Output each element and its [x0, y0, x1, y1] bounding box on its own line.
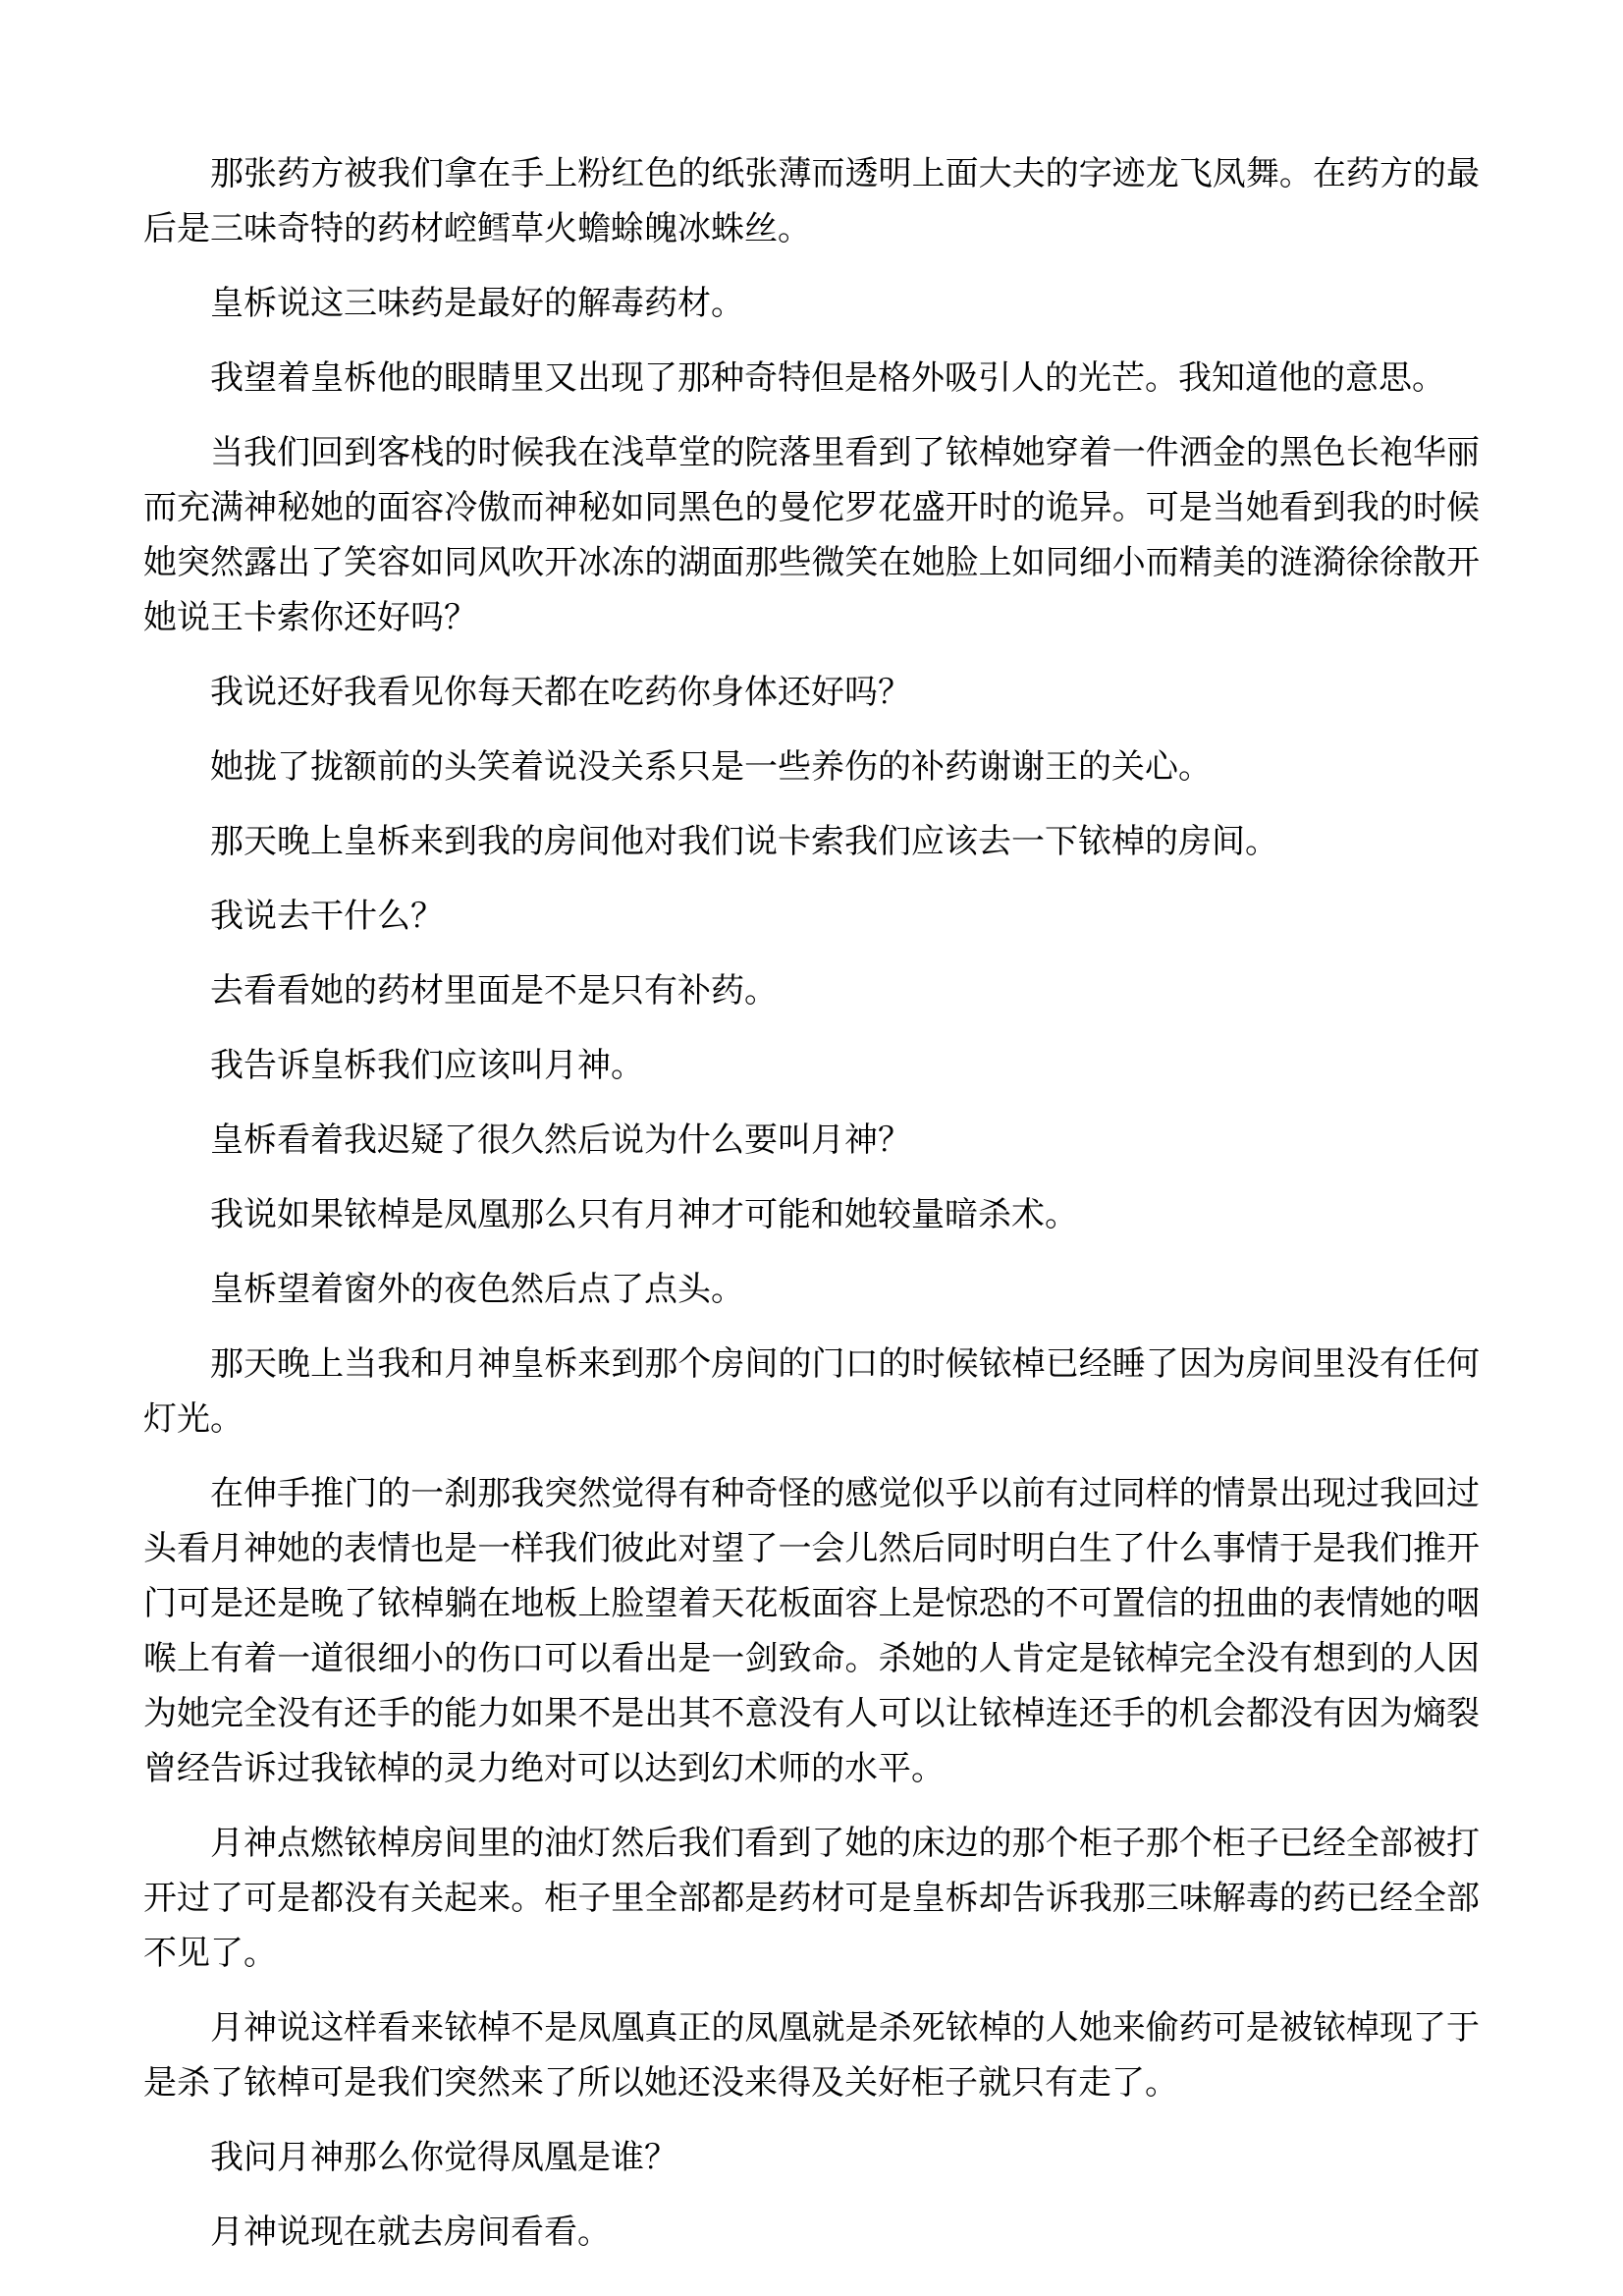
paragraph: 那天晚上皇柝来到我的房间他对我们说卡索我们应该去一下铱棹的房间。 — [210, 824, 1278, 860]
paragraph: 月神说现在就去房间看看。 — [210, 2214, 611, 2251]
paragraph: 那天晚上当我和月神皇柝来到那个房间的门口的时候铱棹已经睡了因为房间里没有任何灯光。 — [143, 1346, 1480, 1438]
paragraph: 在伸手推门的一刹那我突然觉得有种奇怪的感觉似乎以前有过同样的情景出现过我回过头看月神她的表情也是一样我们彼此对望了一会儿然后同时明白生了什么事情于是我们推开门可是还是晚了铱棹躺在地板上脸望着天花板面容上是惊恐的不可置信的扭曲的表情她的咽喉上有着一道很细小的伤口可以看出是一剑致命。杀她的人肯定是铱棹完全没有想到的人因为她完全没有还手的能力如果不是出其不意没有人可以让铱棹连还手的机会都没有因为熵裂曾经告诉过我铱棹的灵力绝对可以达到幻术师的水平。 — [143, 1476, 1480, 1787]
paragraph: 月神点燃铱棹房间里的油灯然后我们看到了她的床边的那个柜子那个柜子已经全部被打开过了可是都没有关起来。柜子里全部都是药材可是皇柝却告诉我那三味解毒的药已经全部不见了。 — [143, 1826, 1480, 1972]
paragraph: 我说去干什么？ — [210, 899, 444, 935]
paragraph: 那张药方被我们拿在手上粉红色的纸张薄而透明上面大夫的字迹龙飞凤舞。在药方的最后是三味奇特的药材崆鳕草火蟾蜍魄冰蛛丝。 — [143, 156, 1480, 247]
paragraph: 月神说这样看来铱棹不是凤凰真正的凤凰就是杀死铱棹的人她来偷药可是被铱棹现了于是杀了铱棹可是我们突然来了所以她还没来得及关好柜子就只有走了。 — [143, 2010, 1480, 2102]
text-body — [143, 147, 1480, 2261]
paragraph: 我告诉皇柝我们应该叫月神。 — [210, 1048, 644, 1084]
paragraph: 皇柝说这三味药是最好的解毒药材。 — [210, 286, 744, 322]
paragraph: 我问月神那么你觉得凤凰是谁？ — [210, 2140, 677, 2176]
paragraph: 她拢了拢额前的头笑着说没关系只是一些养伤的补药谢谢王的关心。 — [210, 749, 1212, 786]
paragraph: 我望着皇柝他的眼睛里又出现了那种奇特但是格外吸引人的光芒。我知道他的意思。 — [210, 360, 1445, 397]
paragraph: 皇柝看着我迟疑了很久然后说为什么要叫月神？ — [210, 1122, 911, 1159]
paragraph: 我说如果铱棹是凤凰那么只有月神才可能和她较量暗杀术。 — [210, 1197, 1078, 1233]
paragraph: 去看看她的药材里面是不是只有补药。 — [210, 973, 778, 1010]
paragraph: 皇柝望着窗外的夜色然后点了点头。 — [210, 1272, 744, 1308]
paragraph: 我说还好我看见你每天都在吃药你身体还好吗？ — [210, 675, 911, 711]
paragraph: 当我们回到客栈的时候我在浅草堂的院落里看到了铱棹她穿着一件洒金的黑色长袍华丽而充满神秘她的面容冷傲而神秘如同黑色的曼佗罗花盛开时的诡异。可是当她看到我的时候她突然露出了笑容如同风吹开冰冻的湖面那些微笑在她脸上如同细小而精美的涟漪徐徐散开她说王卡索你还好吗？ — [143, 435, 1480, 636]
